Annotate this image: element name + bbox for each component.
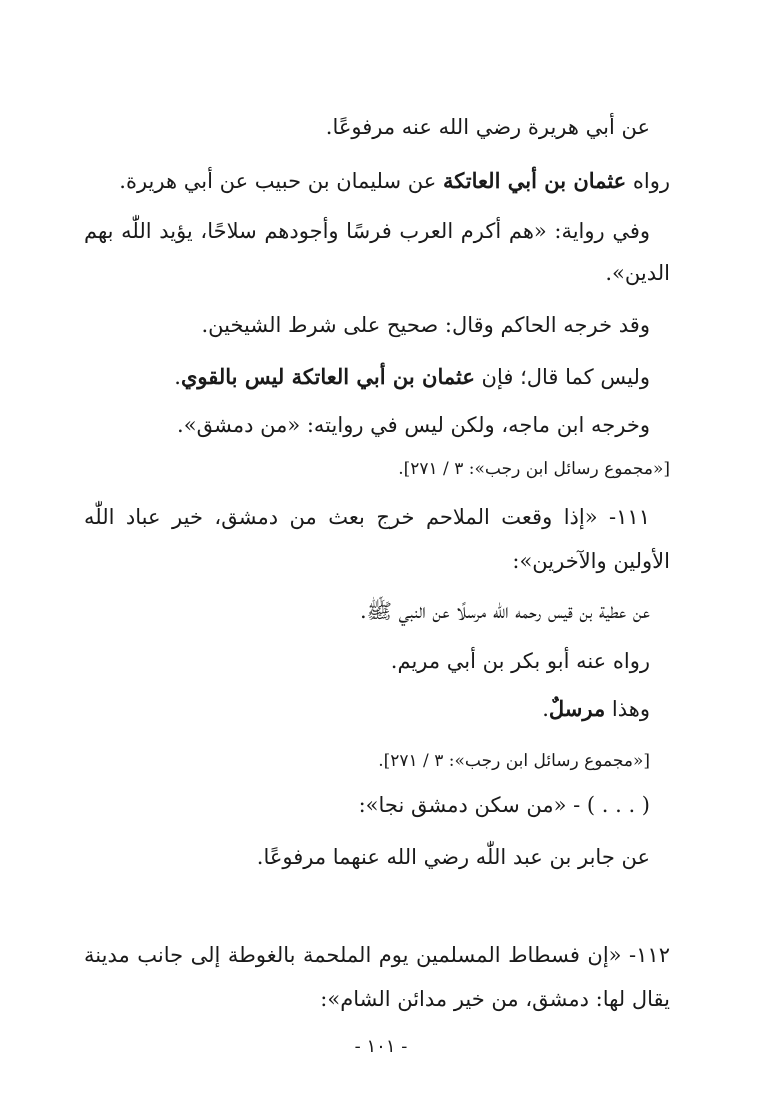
narrator-name: عثمان بن أبي العاتكة [442, 168, 627, 193]
text-line: الأولين والآخرين»: [512, 549, 670, 573]
text-line: وهذا مرسلٌ. [542, 696, 650, 721]
citation: [«مجموع رسائل ابن رجب»: ٣ / ٢٧١]. [398, 459, 670, 479]
text-line: وليس كما قال؛ فإن عثمان بن أبي العاتكة ليس بالقوي. [174, 364, 650, 389]
ruling: مرسلٌ [548, 696, 606, 721]
text-line: عن عطية بن قيس رحمه الله مرسلًا عن النبي ﷺ. [359, 599, 650, 623]
hadith-heading: ١١٢- «إن فسطاط المسلمين يوم الملحمة بالغوطة إلى جانب مدينة [84, 943, 670, 967]
citation: [«مجموع رسائل ابن رجب»: ٣ / ٢٧١]. [378, 751, 650, 771]
text-line: عن جابر بن عبد اللّٰه رضي الله عنهما مرفوعًا. [256, 845, 650, 869]
text-line: وخرجه ابن ماجه، ولكن ليس في روايته: «من دمشق». [177, 413, 650, 437]
narrator-judgment: عثمان بن أبي العاتكة ليس بالقوي [180, 364, 475, 389]
hadith-heading: ( . . . ) - «من سكن دمشق نجا»: [358, 793, 650, 817]
text-line: عن أبي هريرة رضي الله عنه مرفوعًا. [325, 115, 650, 139]
text-line: رواه عثمان بن أبي العاتكة عن سليمان بن حبيب عن أبي هريرة. [119, 168, 670, 193]
hadith-heading: ١١١- «إذا وقعت الملاحم خرج بعث من دمشق، خير عباد اللّٰه [84, 505, 650, 529]
text-line: الدين». [605, 261, 670, 285]
text-line: وفي رواية: «هم أكرم العرب فرسًا وأجودهم سلاحًا، يؤيد اللّٰه بهم [84, 219, 650, 243]
text-line: رواه عنه أبو بكر بن أبي مريم. [390, 649, 650, 673]
page-number: - ١٠١ - [354, 1036, 408, 1057]
text-line: يقال لها: دمشق، من خير مدائن الشام»: [320, 987, 670, 1011]
text-line: وقد خرجه الحاكم وقال: صحيح على شرط الشيخين. [201, 313, 650, 337]
